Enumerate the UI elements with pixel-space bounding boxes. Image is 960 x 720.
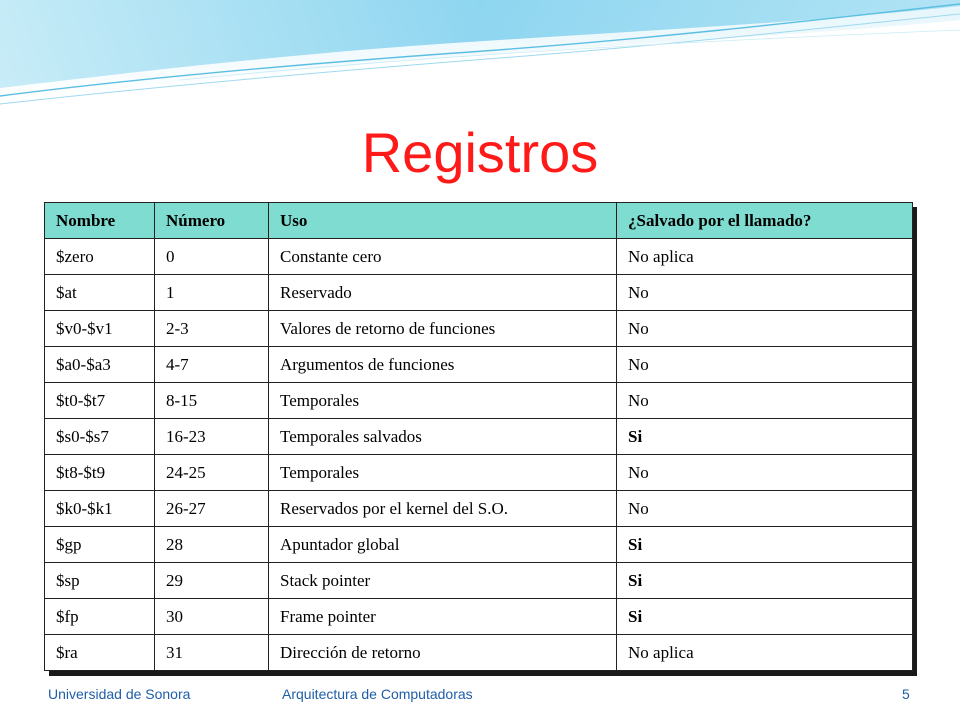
cell-nombre: $s0-$s7 [45,419,155,455]
cell-nombre: $fp [45,599,155,635]
cell-uso: Temporales [269,383,617,419]
cell-salvado: No aplica [617,635,913,671]
cell-numero: 24-25 [155,455,269,491]
cell-numero: 2-3 [155,311,269,347]
cell-uso: Stack pointer [269,563,617,599]
cell-nombre: $gp [45,527,155,563]
cell-nombre: $t0-$t7 [45,383,155,419]
cell-numero: 8-15 [155,383,269,419]
cell-numero: 4-7 [155,347,269,383]
cell-salvado: No aplica [617,239,913,275]
cell-numero: 29 [155,563,269,599]
cell-salvado: Si [617,599,913,635]
table-row [45,527,913,563]
cell-uso: Temporales salvados [269,419,617,455]
cell-uso: Argumentos de funciones [269,347,617,383]
footer-university: Universidad de Sonora [48,686,191,702]
cell-uso: Apuntador global [269,527,617,563]
cell-nombre: $v0-$v1 [45,311,155,347]
cell-numero: 31 [155,635,269,671]
table-row [45,491,913,527]
table-row [45,419,913,455]
header-numero: Número [155,203,269,239]
register-table-container [44,202,912,671]
cell-salvado: No [617,383,913,419]
cell-numero: 1 [155,275,269,311]
cell-numero: 26-27 [155,491,269,527]
table-row [45,455,913,491]
header-nombre: Nombre [45,203,155,239]
register-table [44,202,913,671]
table-row [45,347,913,383]
table-row [45,383,913,419]
cell-salvado: Si [617,563,913,599]
table-row [45,563,913,599]
footer-page-number: 5 [902,686,910,702]
cell-salvado: No [617,455,913,491]
cell-nombre: $zero [45,239,155,275]
cell-salvado: No [617,491,913,527]
cell-nombre: $sp [45,563,155,599]
cell-nombre: $ra [45,635,155,671]
table-row [45,275,913,311]
header-salvado: ¿Salvado por el llamado? [617,203,913,239]
cell-uso: Reservados por el kernel del S.O. [269,491,617,527]
cell-uso: Valores de retorno de funciones [269,311,617,347]
cell-salvado: Si [617,527,913,563]
cell-salvado: No [617,275,913,311]
cell-uso: Constante cero [269,239,617,275]
cell-numero: 0 [155,239,269,275]
cell-nombre: $t8-$t9 [45,455,155,491]
table-row [45,599,913,635]
footer-course: Arquitectura de Computadoras [282,686,473,702]
cell-nombre: $k0-$k1 [45,491,155,527]
table-row [45,635,913,671]
cell-numero: 16-23 [155,419,269,455]
table-row [45,311,913,347]
cell-salvado: No [617,311,913,347]
cell-nombre: $a0-$a3 [45,347,155,383]
header-wave-decoration [0,0,960,110]
header-uso: Uso [269,203,617,239]
cell-nombre: $at [45,275,155,311]
cell-salvado: Si [617,419,913,455]
cell-salvado: No [617,347,913,383]
cell-numero: 30 [155,599,269,635]
cell-uso: Reservado [269,275,617,311]
cell-uso: Frame pointer [269,599,617,635]
cell-uso: Dirección de retorno [269,635,617,671]
table-header-row [45,203,913,239]
cell-uso: Temporales [269,455,617,491]
cell-numero: 28 [155,527,269,563]
slide-title: Registros [361,121,599,184]
table-row [45,239,913,275]
